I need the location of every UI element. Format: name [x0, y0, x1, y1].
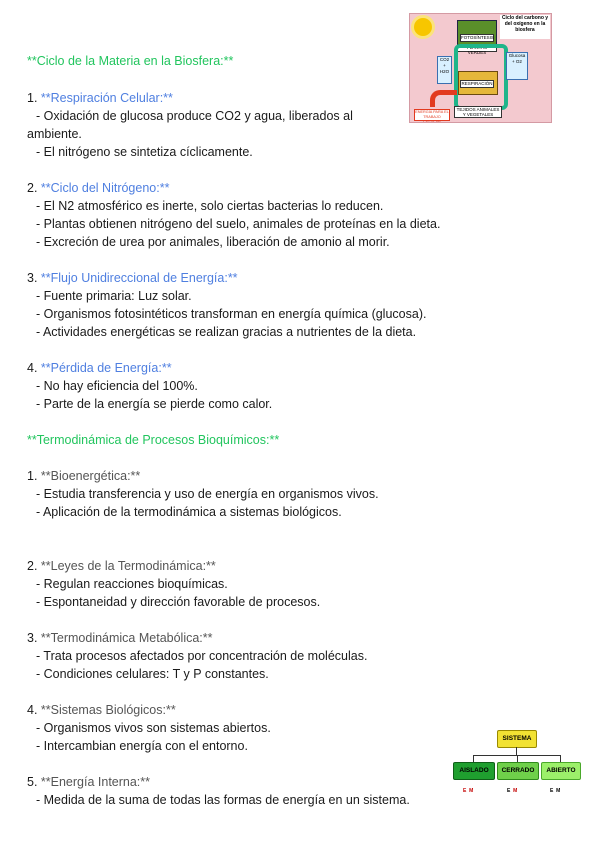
list-bullet: - Medida de la suma de todas las formas de energía en un sistema.	[36, 793, 410, 807]
connector-line	[517, 755, 518, 762]
item-heading: **Respiración Celular:**	[40, 91, 173, 105]
list-item-heading	[27, 467, 140, 485]
connector-line	[473, 755, 474, 762]
list-bullet: - Fuente primaria: Luz solar.	[36, 289, 192, 303]
list-bullet: - Parte de la energía se pierde como calor.	[36, 397, 273, 411]
list-bullet: - Organismos fotosintéticos transforman en energía química (glucosa).	[36, 307, 427, 321]
closed-node: CERRADO	[497, 762, 539, 780]
plants-box: PLANTAS VERDES	[457, 44, 497, 52]
list-bullet: - Trata procesos afectados por concentración de moléculas.	[36, 649, 368, 663]
list-bullet: - Organismos vivos son sistemas abiertos.	[36, 721, 271, 735]
item-heading: **Bioenergética:**	[40, 469, 141, 483]
energy-arrow-icon	[430, 90, 457, 107]
list-bullet: - Actividades energéticas se realizan gracias a nutrientes de la dieta.	[36, 325, 417, 339]
item-number: 5.	[27, 775, 41, 789]
list-item-heading	[27, 89, 173, 107]
item-heading: **Sistemas Biológicos:**	[40, 703, 176, 717]
item-heading: **Termodinámica Metabólica:**	[40, 631, 213, 645]
list-item-heading	[27, 269, 238, 287]
list-bullet: - Plantas obtienen nitrógeno del suelo, animales de proteínas en la dieta.	[36, 217, 441, 231]
system-node: SISTEMA	[497, 730, 537, 748]
item-number: 3.	[27, 271, 41, 285]
item-number: 2.	[27, 181, 41, 195]
list-bullet: - Oxidación de glucosa produce CO2 y agua, liberados al	[36, 109, 353, 123]
list-bullet: - Regulan reacciones bioquímicas.	[36, 577, 228, 591]
em-label	[550, 788, 560, 794]
list-bullet: - El nitrógeno se sintetiza cíclicamente.	[36, 145, 253, 159]
em-label	[507, 788, 517, 794]
list-item-heading	[27, 629, 213, 647]
item-heading: **Energía Interna:**	[40, 775, 151, 789]
energy-mark: E	[507, 788, 511, 794]
mass-mark: M	[556, 788, 561, 794]
item-number: 1.	[27, 469, 41, 483]
item-heading: **Ciclo del Nitrógeno:**	[40, 181, 170, 195]
item-number: 2.	[27, 559, 41, 573]
list-item-heading	[27, 557, 216, 575]
item-number: 1.	[27, 91, 41, 105]
list-bullet: - No hay eficiencia del 100%.	[36, 379, 198, 393]
section-title-materia: **Ciclo de la Materia en la Biosfera:**	[27, 54, 234, 68]
list-bullet: - El N2 atmosférico es inerte, solo ciertas bacterias lo reducen.	[36, 199, 384, 213]
glucose-oxygen-label: Glucosa + O2	[506, 52, 528, 80]
section-title-termodinamica: **Termodinámica de Procesos Bioquímicos:**	[27, 433, 280, 447]
isolated-node: AISLADO	[453, 762, 495, 780]
item-heading: **Pérdida de Energía:**	[40, 361, 172, 375]
item-number: 3.	[27, 631, 41, 645]
item-number: 4.	[27, 361, 41, 375]
co2-water-label: CO2 + H2O	[437, 56, 452, 84]
system-types-diagram	[453, 726, 581, 800]
photosynthesis-box: FOTOSÍNTESIS	[461, 35, 494, 40]
diagram-title: Ciclo del carbono y del oxígeno en la biosfera	[500, 15, 550, 39]
list-bullet: - Condiciones celulares: T y P constantes.	[36, 667, 269, 681]
list-bullet: - Espontaneidad y dirección favorable de procesos.	[36, 595, 321, 609]
list-item-heading	[27, 359, 172, 377]
open-node: ABIERTO	[541, 762, 581, 780]
connector-line	[516, 747, 517, 755]
list-bullet-continuation: ambiente.	[27, 127, 82, 141]
em-label	[463, 788, 473, 794]
list-item-heading	[27, 179, 169, 197]
list-bullet: - Aplicación de la termodinámica a sistemas biológicos.	[36, 505, 342, 519]
mass-mark: M	[469, 788, 474, 794]
connector-line	[560, 755, 561, 762]
list-item-heading	[27, 701, 176, 719]
list-bullet: - Estudia transferencia y uso de energía en organismos vivos.	[36, 487, 379, 501]
list-item-heading	[27, 773, 150, 791]
item-heading: **Flujo Unidireccional de Energía:**	[40, 271, 238, 285]
respiration-box: RESPIRACIÓN	[461, 81, 493, 86]
energy-label: ENERGÍA PARA EL TRABAJO CELULAR	[415, 110, 449, 123]
tissues-box: TEJIDOS ANIMALES Y VEGETALES	[454, 106, 502, 118]
sun-icon	[414, 18, 432, 36]
mass-mark: M	[513, 788, 518, 794]
energy-mark: E	[550, 788, 554, 794]
item-heading: **Leyes de la Termodinámica:**	[40, 559, 216, 573]
list-bullet: - Excreción de urea por animales, liberación de amonio al morir.	[36, 235, 390, 249]
energy-mark: E	[463, 788, 467, 794]
item-number: 4.	[27, 703, 41, 717]
carbon-oxygen-cycle-diagram	[409, 13, 552, 123]
list-bullet: - Intercambian energía con el entorno.	[36, 739, 248, 753]
